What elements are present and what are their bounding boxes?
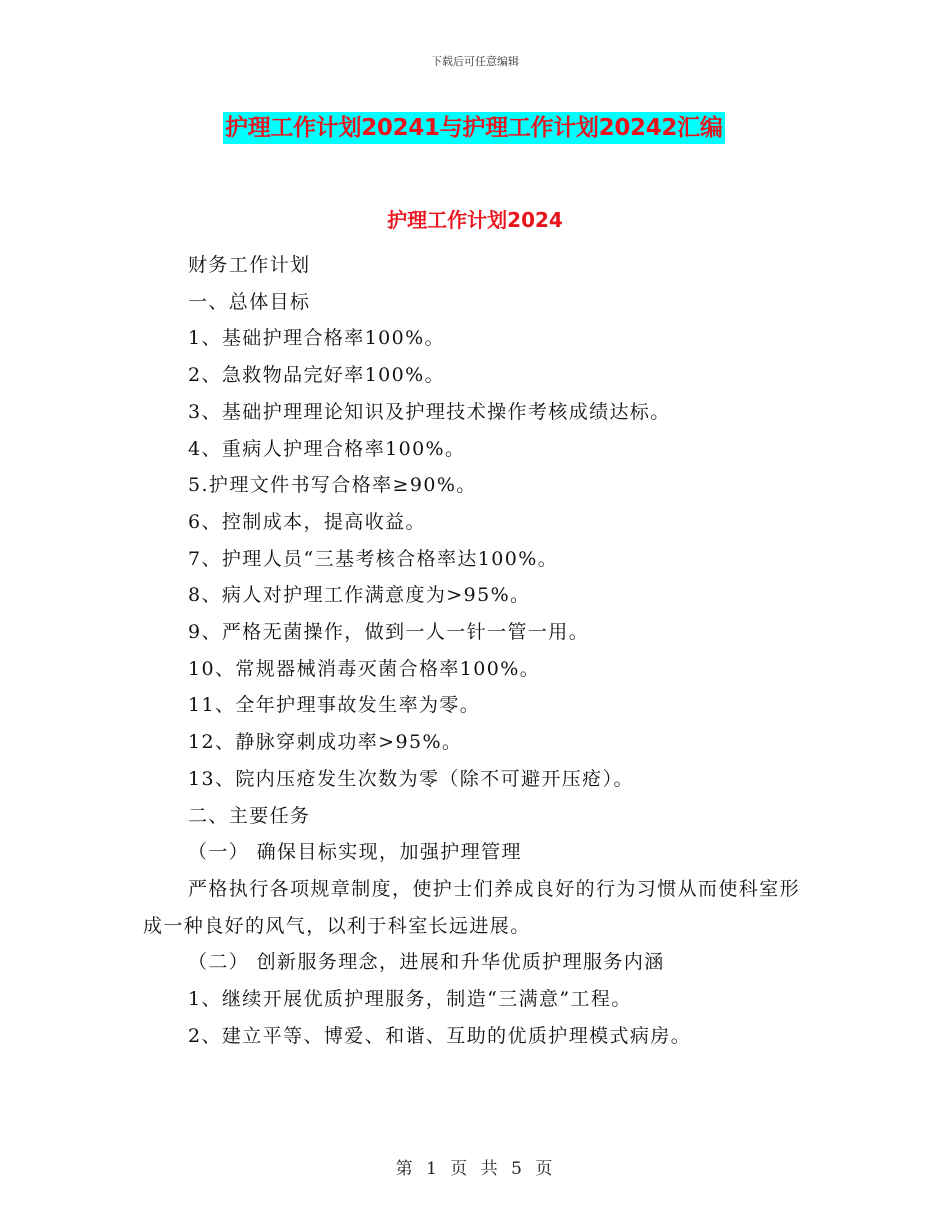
list-item: 1、继续开展优质护理服务，制造“三满意”工程。 <box>188 988 632 1011</box>
list-item: 11、全年护理事故发生率为零。 <box>188 694 481 717</box>
paragraph: 财务工作计划 <box>188 254 311 276</box>
list-item: 2、急救物品完好率100%。 <box>188 364 446 387</box>
list-item: 6、控制成本，提高收益。 <box>188 510 426 533</box>
paragraph: 二、主要任务 <box>188 804 311 827</box>
paragraph: 严格执行各项规章制度，使护士们养成良好的行为习惯从而使科室形成一种良好的风气，以利于科室长远进展。 <box>143 877 801 937</box>
list-item: 4、重病人护理合格率100%。 <box>188 437 466 460</box>
list-item: 5.护理文件书写合格率≥90%。 <box>188 474 477 497</box>
header-note: 下载后可任意编辑 <box>431 55 519 68</box>
list-item: 12、静脉穿刺成功率>95%。 <box>188 731 463 754</box>
list-item: 2、建立平等、博爱、和谐、互助的优质护理模式病房。 <box>188 1024 692 1047</box>
list-item: 13、院内压疮发生次数为零（除不可避开压疮）。 <box>188 767 634 790</box>
list-item: 7、护理人员“三基考核合格率达100%。 <box>188 547 559 570</box>
document-title: 护理工作计划20241与护理工作计划20242汇编 <box>223 112 725 144</box>
list-item: 3、基础护理理论知识及护理技术操作考核成绩达标。 <box>188 400 671 423</box>
document-body <box>143 247 813 1054</box>
list-item: 9、严格无菌操作，做到一人一针一管一用。 <box>188 621 590 644</box>
paragraph: 一、总体目标 <box>188 290 311 313</box>
list-item: 1、基础护理合格率100%。 <box>188 327 446 350</box>
page-footer: 第 1 页 共 5 页 <box>395 1159 555 1179</box>
list-item: 10、常规器械消毒灭菌合格率100%。 <box>188 657 541 680</box>
section-title: 护理工作计划2024 <box>387 208 563 232</box>
list-item: 8、病人对护理工作满意度为>95%。 <box>188 584 531 607</box>
paragraph: （一） 确保目标实现，加强护理管理 <box>188 841 522 864</box>
paragraph: （二） 创新服务理念，进展和升华优质护理服务内涵 <box>188 951 665 974</box>
